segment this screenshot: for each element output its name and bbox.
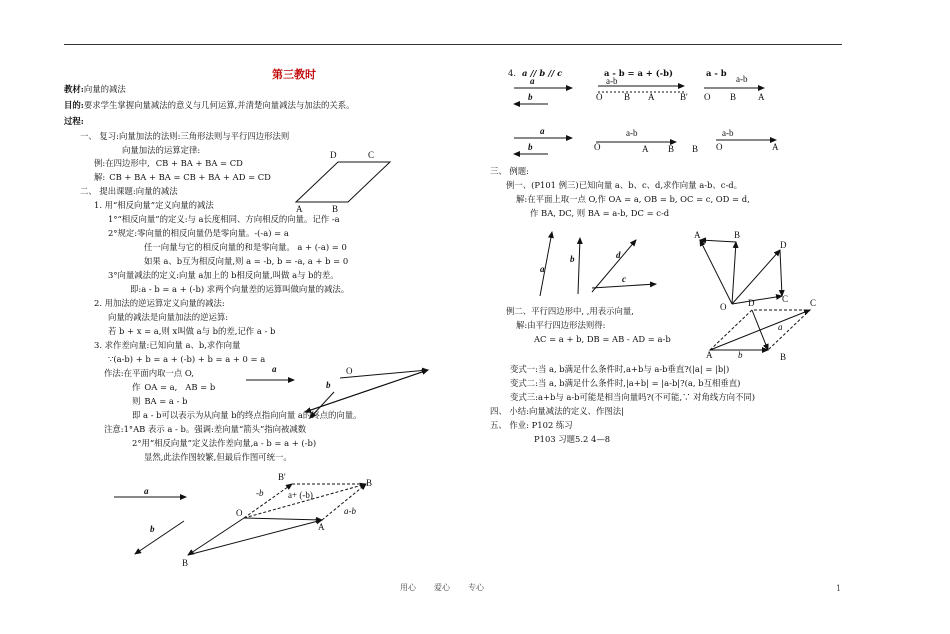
svg-text:a: a	[540, 264, 545, 274]
then-line: 则 BA = a - b	[132, 396, 188, 406]
svg-text:C: C	[810, 298, 817, 308]
ex1-b	[578, 238, 580, 294]
vector-b-small	[310, 392, 334, 418]
variant1: 变式一:当 a, b满足什么条件时,a+b与 a-b垂直?(|a| = |b|)	[510, 364, 730, 374]
construct-line: 作 OA = a, AB = b	[132, 382, 216, 392]
ex1-d	[592, 240, 636, 292]
svg-text:B': B'	[680, 92, 688, 102]
example1-sol: 解:在平面上取一点 O,作 OA = a, OB = b, OC = c, OD = d,	[516, 194, 750, 204]
example1: 例一、(P101 例三)已知向量 a、b、c、d,求作向量 a-b、c-d。	[506, 180, 743, 190]
item4-parallel: a // b // c	[522, 68, 563, 78]
svg-text:O: O	[704, 92, 711, 102]
svg-text:a-b: a-b	[736, 74, 748, 84]
svg-text:b: b	[528, 92, 533, 102]
lbl-O1: O	[346, 366, 353, 376]
topic-line: 二、 提出课题:向量的减法	[80, 186, 178, 196]
method-line: 作法:在平面内取一点 O,	[104, 368, 194, 378]
svg-text:D: D	[748, 298, 755, 308]
svg-text:a-b: a-b	[626, 128, 638, 138]
svg-text:b: b	[738, 350, 743, 360]
ex1-BA	[700, 240, 736, 242]
ex1-DC	[780, 250, 782, 296]
variant3: 变式三:a+b与 a-b可能是相当向量吗?(不可能,∵ 对角线方向不同)	[510, 392, 756, 402]
svg-text:d: d	[616, 250, 621, 260]
footer-text: 用心 爱心 专心	[400, 583, 484, 592]
svg-text:a-b: a-b	[722, 128, 734, 138]
summary: 四、 小结:向量减法的定义、作图法|	[490, 406, 624, 416]
lbl-a1: a	[272, 364, 277, 374]
svg-text:D: D	[780, 240, 787, 250]
vector-O-A-bottom	[244, 518, 322, 520]
example2-sol: 解:由平行四边形法则得:	[516, 320, 606, 330]
sub3: 3. 求作差向量:已知向量 a、b,求作向量	[94, 340, 241, 350]
def3b: 即:a - b = a + (-b) 求两个向量差的运算叫做向量的减法。	[130, 284, 350, 294]
svg-text:b: b	[528, 142, 533, 152]
sub1: 1. 用“相反向量”定义向量的减法	[94, 200, 214, 210]
sub2: 2. 用加法的逆运算定义向量的减法:	[94, 298, 225, 308]
lbl-a2: a	[144, 486, 149, 496]
meaning-line: 即 a - b可以表示为从向量 b的终点指向向量 a的终点的向量。	[132, 410, 362, 420]
note3: 显然,此法作图较繁,但最后作图可统一。	[144, 452, 292, 462]
def2b: 任一向量与它的相反向量的和是零向量。 a + (-a) = 0	[144, 242, 347, 252]
svg-text:a: a	[540, 126, 545, 136]
svg-text:B: B	[730, 92, 737, 102]
variant2: 变式二:当 a, b满足什么条件时,|a+b| = |a-b|?(a, b互相垂直)	[510, 378, 741, 388]
vector-neg-b	[244, 484, 292, 518]
lbl-Bp: B'	[278, 472, 286, 482]
lbl-apnb: a+ (-b)	[288, 490, 313, 500]
lbl-amb: a-b	[344, 506, 356, 516]
svg-text:B: B	[780, 352, 787, 362]
goal-line: 目的:要求学生掌握向量减法的意义与几何运算,并清楚向量减法与加法的关系。	[64, 100, 355, 110]
examples-heading: 三、 例题:	[490, 166, 529, 176]
note1: 注意:1°AB 表示 a - b。强调:差向量“箭头”指向被减数	[104, 424, 307, 434]
lbl-B3: B	[366, 478, 373, 488]
item4-num: 4.	[508, 68, 516, 78]
item4-formula: a - b = a + (-b)	[604, 68, 673, 78]
svg-text:a-b: a-b	[606, 76, 618, 86]
page-title: 第三教时	[272, 68, 316, 81]
vector-b-bottom	[135, 521, 184, 554]
vector-BA	[305, 370, 428, 412]
example-line: 例:在四边形中, CB + BA + BA = CD	[94, 158, 243, 168]
svg-text:A: A	[642, 144, 649, 154]
ex1-OA	[700, 240, 732, 304]
svg-text:O: O	[594, 142, 601, 152]
def2c: 如果 a、b互为相反向量,则 a = -b, b = -a, a + b = 0	[144, 256, 349, 266]
item4-diff: a - b	[706, 68, 727, 78]
lbl-O2: O	[236, 508, 243, 518]
svg-text:B: B	[668, 144, 675, 154]
page-number: 1	[836, 584, 842, 593]
svg-text:B: B	[734, 230, 741, 240]
svg-text:A: A	[706, 350, 713, 360]
lbl-b1: b	[326, 380, 331, 390]
svg-text:O: O	[720, 302, 727, 312]
sub2b: 若 b + x = a,则 x叫做 a与 b的差,记作 a - b	[108, 326, 276, 336]
ex1-c	[592, 284, 656, 288]
svg-text:C: C	[782, 294, 789, 304]
svg-text:c: c	[622, 274, 626, 284]
svg-text:B: B	[624, 92, 631, 102]
example2-sol2: AC = a + b, DB = AB - AD = a-b	[534, 334, 671, 344]
lbl-negb: -b	[256, 488, 264, 498]
def2: 2°规定:零向量的相反向量仍是零向量。-(-a) = a	[108, 228, 289, 238]
parallelogram-abcd	[296, 162, 390, 202]
sub2a: 向量的减法是向量加法的逆运算:	[108, 312, 229, 322]
svg-text:B: B	[692, 144, 699, 154]
law-line: 向量加法的运算定律:	[122, 145, 201, 155]
svg-text:A: A	[758, 92, 765, 102]
example2: 例二、平行四边形中, ,用表示向量,	[506, 306, 634, 316]
vector-B-A-bottom	[188, 520, 322, 555]
ex1-OB	[732, 242, 736, 304]
example1-sol2: 作 BA, DC, 则 BA = a-b, DC = c-d	[530, 208, 670, 218]
svg-text:A: A	[694, 230, 701, 240]
homework2: P103 习题5.2 4—8	[534, 434, 611, 444]
def1: 1°“相反向量”的定义:与 a长度相同、方向相反的向量。记作 -a	[108, 214, 340, 224]
svg-text:O: O	[596, 92, 603, 102]
note2: 2°用“相反向量”定义法作差向量,a - b = a + (-b)	[132, 438, 317, 448]
para-label-B: B	[332, 204, 339, 214]
svg-text:a: a	[778, 322, 783, 332]
lbl-b2: b	[150, 524, 155, 534]
para-label-C: C	[368, 150, 375, 160]
review-line: 一、 复习:向量加法的法则:三角形法则与平行四边形法则	[80, 131, 290, 141]
material-line: 教材:向量的减法	[64, 84, 126, 94]
def3: 3°向量减法的定义:向量 a加上的 b相反向量,叫做 a与 b的差。	[108, 270, 339, 280]
para-label-D: D	[330, 150, 337, 160]
solution-line: 解: CB + BA + BA = CB + BA + AD = CD	[94, 172, 271, 182]
homework: 五、 作业: P102 练习	[490, 420, 573, 430]
para-label-A: A	[296, 204, 303, 214]
ex1-OC	[732, 296, 782, 304]
process-heading: 过程:	[64, 116, 84, 126]
lbl-B2: B	[182, 558, 189, 568]
svg-text:a: a	[530, 76, 535, 86]
vector-O-B-bottom	[188, 518, 244, 555]
svg-text:A: A	[772, 142, 779, 152]
sub3a: ∵(a-b) + b = a + (-b) + b = a + 0 = a	[108, 354, 266, 364]
ex2-DB	[752, 310, 768, 350]
lbl-A2: A	[318, 522, 325, 532]
svg-text:O: O	[716, 142, 723, 152]
svg-text:A: A	[648, 92, 655, 102]
svg-text:b: b	[570, 254, 575, 264]
ex1-OD	[732, 250, 780, 304]
